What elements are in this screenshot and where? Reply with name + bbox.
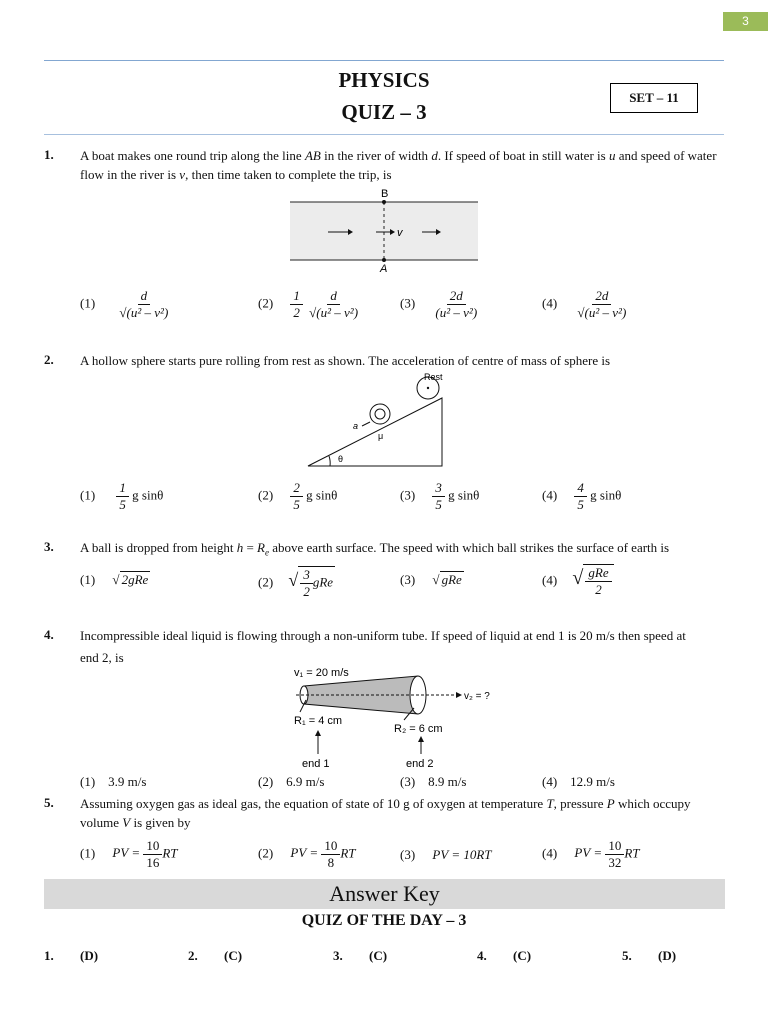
answer-value: (D) [658,948,677,963]
label-end2: end 2 [406,758,434,770]
answer-number: 3. [333,948,343,963]
option: (3) $\frac{3}{5}$ g sinθ [400,480,480,512]
tube-figure [286,664,490,772]
answer-value: (D) [80,948,99,963]
option: (2) √ $\frac{3}{2}$ gRe [258,567,334,599]
option: (3) PV = 10RT [400,847,492,862]
question-text: A hollow sphere starts pure rolling from rest as shown. The acceleration of centre of mass of sphere is [80,353,611,368]
option: (1) $\frac{1}{5}$ g sinθ [80,480,164,512]
subject-title: PHYSICS [338,68,430,92]
question-number: 4. [44,627,54,642]
question-text: Incompressible ideal liquid is flowing through a non-uniform tube. If speed of liquid at end 1 is 20 m/s then speed at [80,628,686,643]
question-number: 2. [44,352,54,367]
option: (4) $\frac{2d}{\text{√(u² – v²)}}$ [542,288,627,320]
label-v2: v₂ = ? [464,691,490,702]
answer-number: 1. [44,948,54,963]
label-a: A [380,263,388,275]
answer-number: 4. [477,948,487,963]
option: (2) $\frac{1}{2}$ $\frac{d}{\text{√(u² – v²)}}$ [258,288,359,320]
answer-number: 5. [622,948,632,963]
answer-number: 2. [188,948,198,963]
label-b: B [381,188,389,200]
option: (3) $\frac{2d}{\text{(u² – v²)}}$ [400,288,478,320]
option: (3) √ gRe [400,572,462,587]
incline-figure [300,368,460,472]
river-figure [286,186,482,276]
option: (2) PV = $\frac{10}{8}$ RT [258,838,356,870]
option: (2) 6.9 m/s [258,774,325,789]
label-end1: end 1 [302,758,330,770]
question-text: Assuming oxygen gas as ideal gas, the equation of state of 10 g of oxygen at temperature T, pressure P which occupy volume V is given by [80,796,691,830]
option: (1) $\frac{d}{\text{√(u² – v²)}}$ [80,288,169,320]
option: (2) $\frac{2}{5}$ g sinθ [258,480,338,512]
answer-key-title: Answer Key [44,879,725,909]
header-rule-top [44,60,724,61]
question-text: A ball is dropped from height $h = R_e$ above earth surface. The speed with which ball strikes the surface of earth is [80,540,670,558]
question-number: 1. [44,147,54,162]
label-theta: θ [338,454,344,464]
label-r1: R₁ = 4 cm [294,715,343,727]
answer-value: (C) [513,948,532,963]
option: (1) 3.9 m/s [80,774,147,789]
answer-value: (C) [224,948,243,963]
option: (1) √ 2gRe [80,572,149,587]
question-text-line2: end 2, is [80,650,124,665]
set-badge: SET – 11 [610,83,698,113]
quiz-title: QUIZ – 3 [341,100,427,124]
question-number: 3. [44,539,54,554]
label-v: v [397,227,403,239]
answer-key-subtitle: QUIZ OF THE DAY – 3 [301,912,467,929]
question-text: A boat makes one round trip along the line AB in the river of width d. If speed of boat in still water is u and speed of water flow in the river is v, then time taken to complete the trip, is [80,148,717,182]
header-rule-bottom [44,134,724,135]
option: (4) √ $\frac{\text{gRe}}{2}$ [542,564,614,598]
option: (3) 8.9 m/s [400,774,467,789]
label-mu: μ [378,431,384,441]
option: (4) $\frac{4}{5}$ g sinθ [542,480,622,512]
question-number: 5. [44,795,54,810]
label-a: a [353,421,359,431]
label-v1: v₁ = 20 m/s [294,667,349,679]
option: (1) PV = $\frac{10}{16}$ RT [80,838,178,870]
label-rest: Rest [424,372,443,382]
option: (4) 12.9 m/s [542,774,615,789]
answer-value: (C) [369,948,388,963]
option: (4) PV = $\frac{10}{32}$ RT [542,838,640,870]
page-number: 3 [723,12,768,31]
label-r2: R₂ = 6 cm [394,723,443,735]
